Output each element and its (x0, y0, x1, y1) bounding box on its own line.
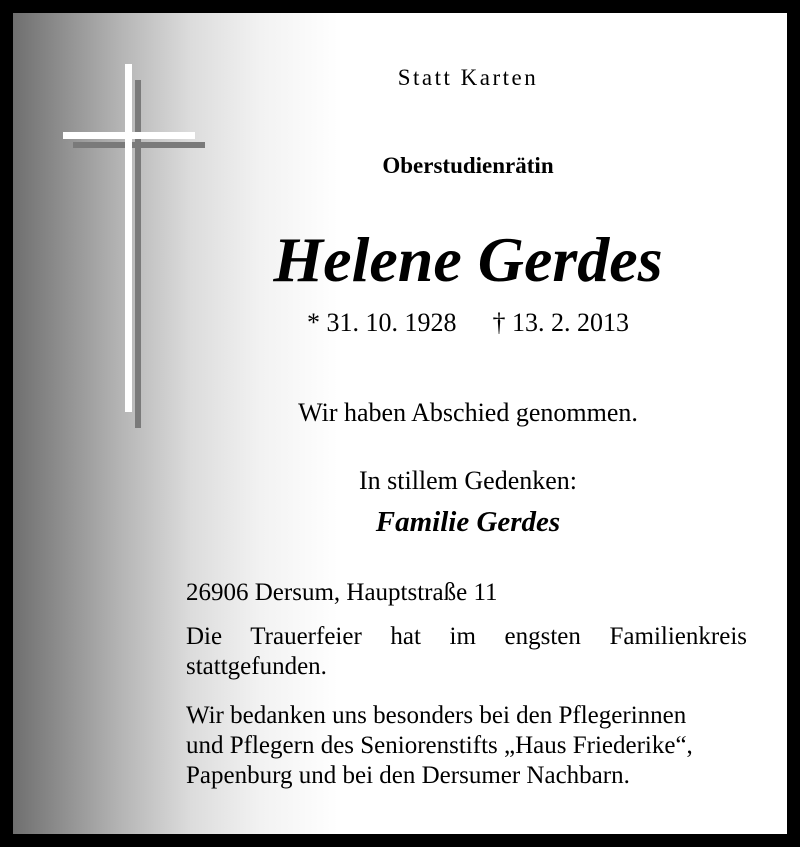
thanks-line: Wir bedanken uns besonders bei den Pflegerinnen (186, 702, 687, 729)
farewell-text: Wir haben Abschied genommen. (298, 398, 638, 427)
academic-title: Oberstudienrätin (382, 153, 554, 178)
statt-karten-label: Statt Karten (397, 65, 539, 90)
birth-date: * 31. 10. 1928 (307, 308, 457, 337)
address: 26906 Dersum, Hauptstraße 11 (186, 579, 498, 606)
thanks-line: und Pflegern des Seniorenstifts „Haus Friederike“, (186, 732, 693, 759)
death-date: † 13. 2. 2013 (492, 308, 629, 337)
obituary-card (13, 13, 787, 834)
ceremony-text: Die Trauerfeier hat im engsten Familienkreis stattgefunden. (186, 623, 747, 680)
deceased-name: Helene Gerdes (273, 224, 663, 295)
life-dates (133, 308, 800, 338)
thanks-text (186, 701, 747, 791)
memory-label: In stillem Gedenken: (358, 466, 578, 495)
thanks-line: Papenburg und bei den Dersumer Nachbarn. (186, 762, 630, 789)
family-name: Familie Gerdes (375, 506, 561, 538)
